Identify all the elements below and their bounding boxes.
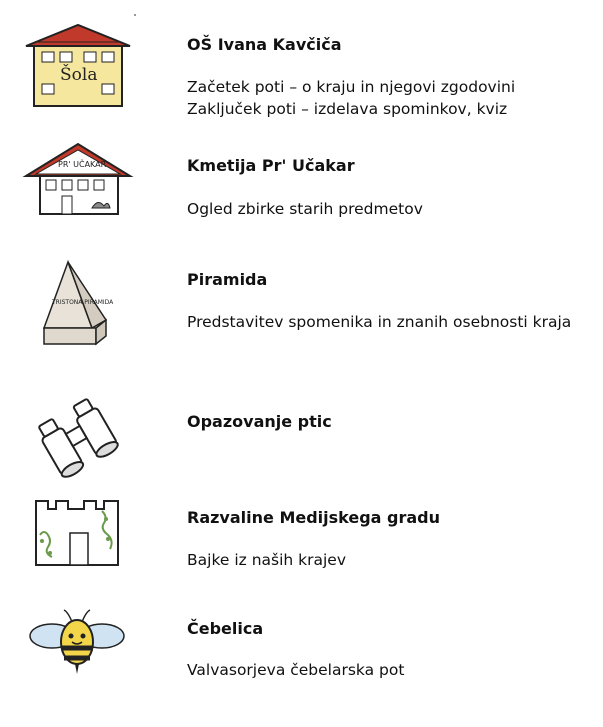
- stop-title: OŠ Ivana Kavčiča: [187, 35, 342, 54]
- description-line: Bajke iz naših krajev: [187, 551, 347, 569]
- description-line: Začetek poti – o kraju in njegovi zgodovini: [187, 78, 516, 96]
- stop-title: Opazovanje ptic: [187, 412, 332, 431]
- farmhouse-sign: PR' UČAKAR: [58, 160, 107, 169]
- description-line: Zaključek poti – izdelava spominkov, kviz: [187, 100, 508, 118]
- stop-description: [187, 198, 423, 220]
- stray-dot: [134, 14, 136, 16]
- castle-ruins-icon: [22, 495, 134, 585]
- stop-description: [187, 311, 571, 333]
- stop-description: [187, 659, 404, 681]
- description-line: Valvasorjeva čebelarska pot: [187, 661, 405, 679]
- farmhouse-icon: [22, 140, 134, 230]
- school-sign: Šola: [60, 65, 98, 85]
- stop-description: [187, 76, 515, 120]
- stop-description: [187, 549, 346, 571]
- stop-title: Piramida: [187, 270, 268, 289]
- pyramid-plaque: TRISTONA PIRAMIDA: [52, 299, 114, 306]
- bee-icon: [22, 602, 134, 692]
- pyramid-monument-icon: [22, 258, 134, 348]
- stop-title: Razvaline Medijskega gradu: [187, 508, 441, 527]
- binoculars-icon: [22, 390, 134, 480]
- stop-title: Čebelica: [187, 619, 264, 638]
- stop-title: Kmetija Pr' Učakar: [187, 156, 355, 175]
- description-line: Ogled zbirke starih predmetov: [187, 200, 423, 218]
- description-line: Predstavitev spomenika in znanih osebnosti kraja: [187, 313, 572, 331]
- school-icon: [22, 22, 134, 112]
